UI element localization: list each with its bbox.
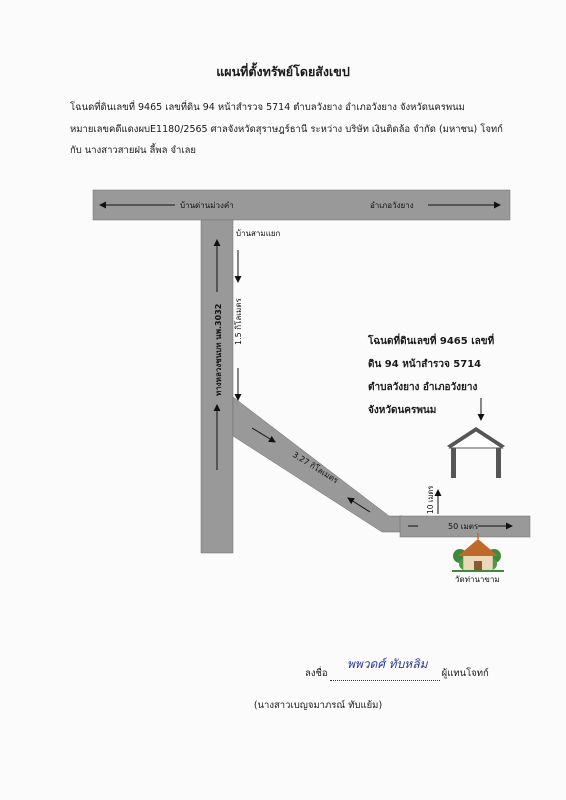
header-line-3: กับ นางสาวสายฝน ลี้พล จำเลย xyxy=(70,145,196,156)
label-top-left-village: บ้านด่านม่วงคำ xyxy=(180,201,234,210)
label-highway: ทางหลวงชนบท นพ.3032 xyxy=(214,303,223,396)
signature-line xyxy=(305,666,489,681)
label-junction: บ้านสามแยก xyxy=(236,229,281,238)
handwritten-signature: พพวดศ์ ทับหลิม xyxy=(347,657,428,671)
document-title: แผนที่ตั้งทรัพย์โดยสังเขป xyxy=(216,64,350,79)
signature-dots xyxy=(330,670,440,681)
house-icon xyxy=(447,427,505,478)
label-distance-3: 10 เมตร xyxy=(426,485,435,514)
signer-printed-name: (นางสาวเบญจมาภรณ์ ทับแย้ม) xyxy=(253,700,383,711)
signature-prefix: ลงชื่อ xyxy=(305,668,328,679)
header-line-1: โฉนดที่ดินเลขที่ 9465 เลขที่ดิน 94 หน้าสำรวจ 5714 ตำบลวังยาง อำเภอวังยาง จังหวัดนครพนม xyxy=(70,102,465,113)
label-temple: วัดท่านาขาม xyxy=(455,575,500,584)
land-info-line: จังหวัดนครพนม xyxy=(368,405,437,416)
label-top-right-village: อำเภอวังยาง xyxy=(370,201,414,210)
land-info-block xyxy=(368,330,538,422)
header-line-2: หมายเลขคดีแดงผบE1180/2565 ศาลจังหวัดสุราษฎร์ธานี ระหว่าง บริษัท เงินติดล้อ จำกัด (มหาชน) โจทก์ xyxy=(70,124,503,135)
temple-icon xyxy=(452,533,504,571)
label-distance-4: 50 เมตร xyxy=(448,522,479,531)
label-distance-1: 1.5 กิโลเมตร xyxy=(234,298,243,345)
land-info-line: ดิน 94 หน้าสำรวจ 5714 xyxy=(368,359,482,370)
signature-role: ผู้แทนโจทก์ xyxy=(441,668,489,679)
land-info-line: ตำบลวังยาง อำเภอวังยาง xyxy=(368,382,478,393)
land-info-line: โฉนดที่ดินเลขที่ 9465 เลขที่ xyxy=(368,336,495,347)
label-distance-2: 3.27 กิโลเมตร xyxy=(290,450,340,486)
